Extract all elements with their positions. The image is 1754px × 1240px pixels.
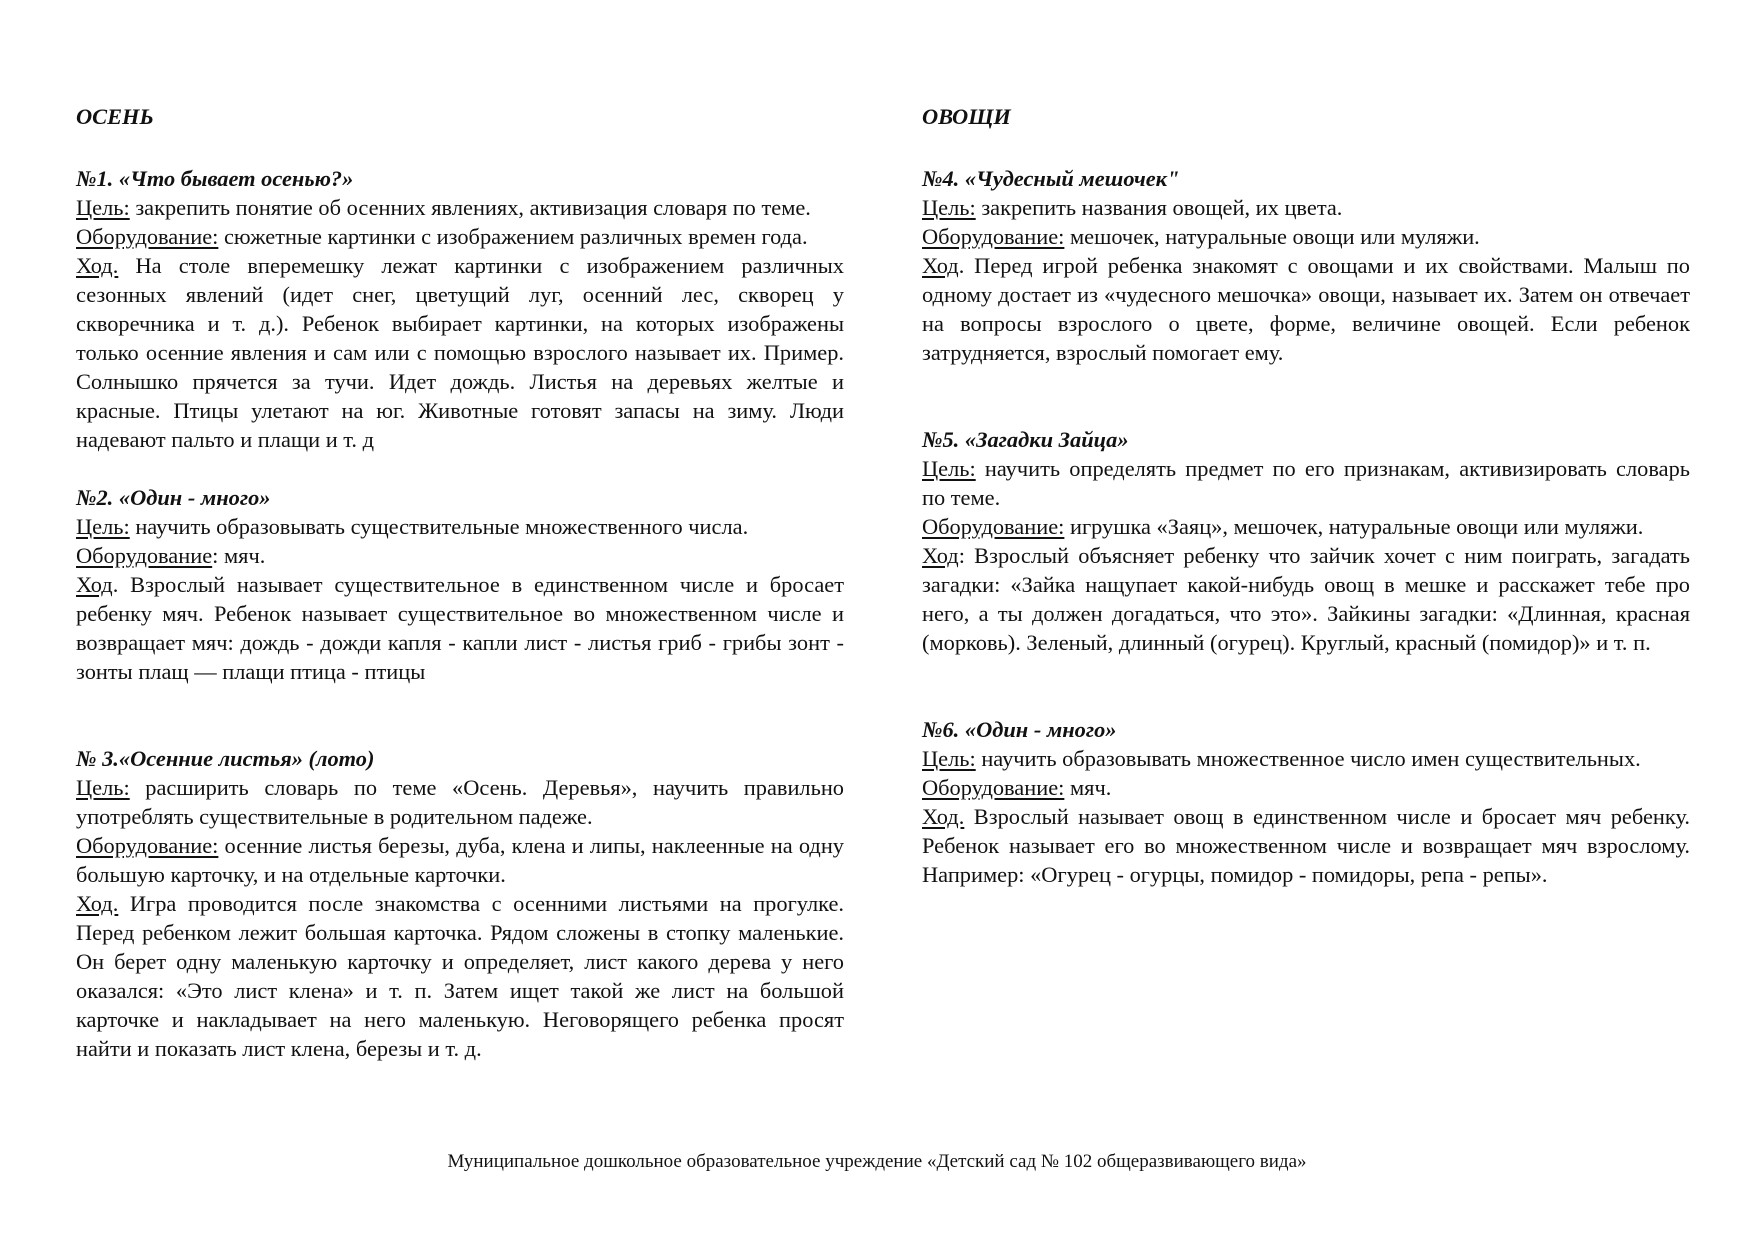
right-column [922, 100, 1690, 889]
game-1 [76, 164, 844, 454]
game-equipment [922, 773, 1690, 802]
game-procedure [922, 541, 1690, 657]
game-goal [922, 193, 1690, 222]
goal-label: Цель: [76, 514, 130, 539]
game-3 [76, 744, 844, 1063]
procedure-text: . Перед игрой ребенка знакомят с овощами и их свойствами. Малыш по одному достает из «чудесного мешочка» овощи, называет их. Затем он отвечает на вопросы взрослого о цвете, форме, величине овощей. Если ребенок затрудняется, взрослый помогает ему. [922, 253, 1690, 365]
goal-label: Цель: [922, 456, 976, 481]
game-equipment [76, 831, 844, 889]
game-title: №1. «Что бывает осенью?» [76, 166, 354, 191]
goal-text: расширить словарь по теме «Осень. Деревья», научить правильно употреблять существительные в родительном падеже. [76, 775, 844, 829]
equipment-text: сюжетные картинки с изображением различных времен года. [218, 224, 808, 249]
goal-text: научить определять предмет по его признакам, активизировать словарь по теме. [922, 456, 1690, 510]
equipment-text: : мяч. [212, 543, 266, 568]
page-footer: Муниципальное дошкольное образовательное учреждение «Детский сад № 102 общеразвивающего вида» [447, 1151, 1307, 1172]
goal-text: научить образовывать множественное число имен существительных. [975, 746, 1641, 771]
equipment-text: игрушка «Заяц», мешочек, натуральные овощи или муляжи. [1064, 514, 1644, 539]
equipment-label: Оборудование: [76, 833, 219, 858]
equipment-label: Оборудование: [922, 224, 1065, 249]
goal-label: Цель: [922, 195, 976, 220]
spacer [76, 454, 844, 483]
game-procedure [922, 802, 1690, 889]
game-equipment [922, 222, 1690, 251]
goal-label: Цель: [76, 775, 130, 800]
game-title: №5. «Загадки Зайца» [922, 427, 1129, 452]
procedure-text: : Взрослый объясняет ребенку что зайчик хочет с ним поиграть, загадать загадки: «Зайка нащупает какой-нибудь овощ в мешке и расскажет тебе про него, а ты должен догадаться, что это». Зайкины загадки: «Длинная, красная (морковь). Зеленый, длинный (огурец). Круглый, красный (помидор)» и т. п. [922, 543, 1690, 655]
game-procedure [76, 889, 844, 1063]
equipment-label: Оборудование: [76, 224, 219, 249]
procedure-text: . Взрослый называет существительное в единственном числе и бросает ребенку мяч. Ребенок называет существительное во множественном числе и возвращает мяч: дождь - дожди капля - капли лист - листья гриб - грибы зонт - зонты плащ — плащи птица - птицы [76, 572, 844, 684]
game-procedure [76, 251, 844, 454]
game-5 [922, 425, 1690, 657]
procedure-text: Игра проводится после знакомства с осенними листьями на прогулке. Перед ребенком лежит большая карточка. Рядом сложены в стопку маленькие. Он берет одну маленькую карточку и определяет, лист какого дерева у него оказался: «Это лист клена» и т. п. Затем ищет такой же лист на большой карточке и накладывает на него маленькую. Неговорящего ребенка просят найти и показать лист клена, березы и т. д. [76, 891, 844, 1061]
game-procedure [922, 251, 1690, 367]
procedure-text: На столе вперемешку лежат картинки с изображением различных сезонных явлений (идет снег, цветущий луг, осенний лес, скворец у скворечника и т. д.). Ребенок выбирает картинки, на которых изображены только осенние явления и сам или с помощью взрослого называет их. Пример. Солнышко прячется за тучи. Идет дождь. Листья на деревьях желтые и красные. Птицы улетают на юг. Животные готовят запасы на зиму. Люди надевают пальто и плащи и т. д [76, 253, 844, 452]
section-title-vegetables: ОВОЩИ [922, 104, 1011, 129]
procedure-label: Ход [76, 572, 113, 597]
game-goal [922, 744, 1690, 773]
left-column [76, 100, 844, 1063]
game-equipment [922, 512, 1690, 541]
game-equipment [76, 222, 844, 251]
game-title: № 3.«Осенние листья» (лото) [76, 746, 375, 771]
procedure-text: Взрослый называет овощ в единственном числе и бросает мяч ребенку. Ребенок называет его во множественном числе и возвращает мяч взрослому. Например: «Огурец - огурцы, помидор - помидоры, репа - репы». [922, 804, 1690, 887]
game-goal [76, 193, 844, 222]
game-title: №4. «Чудесный мешочек" [922, 166, 1180, 191]
game-procedure [76, 570, 844, 686]
spacer [76, 686, 844, 744]
equipment-label: Оборудование: [922, 514, 1065, 539]
game-2 [76, 483, 844, 686]
equipment-text: мешочек, натуральные овощи или муляжи. [1064, 224, 1480, 249]
equipment-label: Оборудование: [922, 775, 1065, 800]
spacer [922, 367, 1690, 425]
equipment-text: осенние листья березы, дуба, клена и липы, наклеенные на одну большую карточку, и на отдельные карточки. [76, 833, 844, 887]
game-goal [922, 454, 1690, 512]
goal-text: научить образовывать существительные множественного числа. [129, 514, 749, 539]
section-title-autumn: ОСЕНЬ [76, 104, 154, 129]
game-6 [922, 715, 1690, 889]
equipment-label: Оборудование [76, 543, 213, 568]
procedure-label: Ход. [922, 804, 965, 829]
game-goal [76, 512, 844, 541]
game-title: №2. «Один - много» [76, 485, 271, 510]
procedure-label: Ход [922, 253, 959, 278]
game-goal [76, 773, 844, 831]
goal-label: Цель: [922, 746, 976, 771]
spacer [922, 657, 1690, 715]
goal-label: Цель: [76, 195, 130, 220]
procedure-label: Ход. [76, 891, 119, 916]
game-equipment [76, 541, 844, 570]
game-title: №6. «Один - много» [922, 717, 1117, 742]
goal-text: закрепить понятие об осенних явлениях, активизация словаря по теме. [129, 195, 811, 220]
goal-text: закрепить названия овощей, их цвета. [975, 195, 1343, 220]
equipment-text: мяч. [1064, 775, 1112, 800]
procedure-label: Ход. [76, 253, 119, 278]
procedure-label: Ход [922, 543, 959, 568]
game-4 [922, 164, 1690, 367]
